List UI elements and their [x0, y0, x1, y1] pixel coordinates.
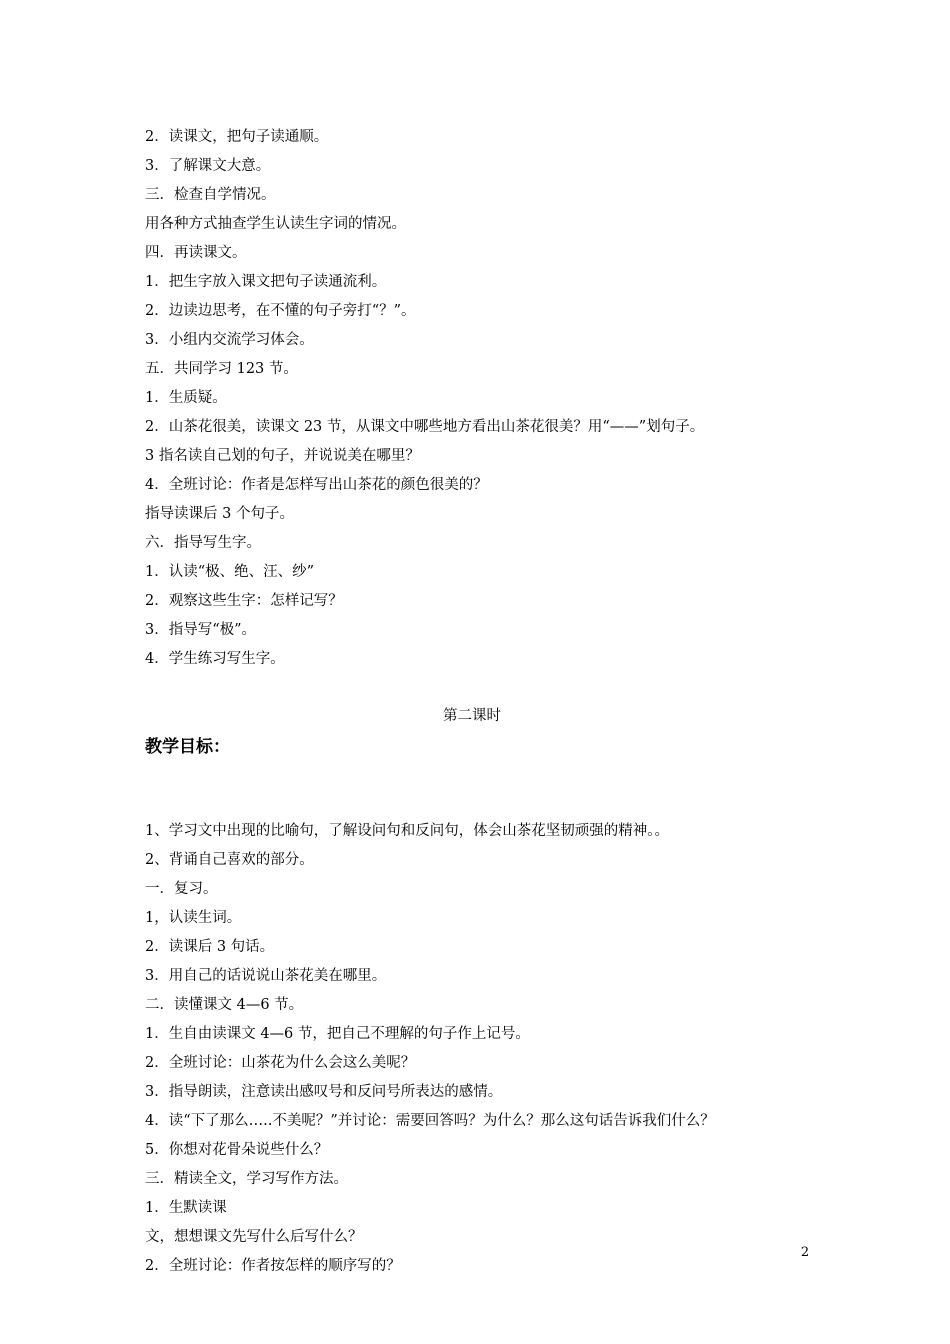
text-line: 用各种方式抽查学生认读生字词的情况。 [145, 216, 406, 232]
text-line: 1．生自由读课文 4—6 节，把自己不理解的句子作上记号。 [145, 1026, 530, 1042]
text-line: 1、学习文中出现的比喻句，了解设问句和反问句，体会山茶花坚韧顽强的精神。。 [145, 823, 669, 839]
text-line: 2．观察这些生字：怎样记写？ [145, 593, 343, 609]
text-line: 3．用自己的话说说山茶花美在哪里。 [145, 968, 387, 984]
page-number: 2 [800, 1245, 810, 1260]
text-line: 3 指名读自己划的句子，并说说美在哪里？ [145, 448, 420, 464]
text-line: 3．指导朗读，注意读出感叹号和反问号所表达的感情。 [145, 1084, 503, 1100]
text-line: 2．山茶花很美，读课文 23 节，从课文中哪些地方看出山茶花很美？用“——”划句子。 [145, 419, 705, 435]
text-line: 三．精读全文，学习写作方法。 [145, 1171, 348, 1187]
text-line: 指导读课后 3 个句子。 [145, 506, 294, 522]
text-line: 3．小组内交流学习体会。 [145, 332, 314, 348]
text-line: 3．指导写“极”。 [145, 622, 257, 638]
text-line: 2．读课后 3 句话。 [145, 939, 275, 955]
text-line: 2．读课文，把句子读通顺。 [145, 129, 329, 145]
text-line: 2．全班讨论：作者按怎样的顺序写的？ [145, 1258, 401, 1274]
text-line: 3．了解课文大意。 [145, 158, 271, 174]
text-line: 1．生默读课 [145, 1200, 227, 1216]
text-line: 2．全班讨论：山茶花为什么会这么美呢？ [145, 1055, 416, 1071]
text-line: 4．学生练习写生字。 [145, 651, 285, 667]
text-line: 1．认读“极、绝、汪、纱” [145, 564, 315, 580]
text-line: 文，想想课文先写什么后写什么？ [145, 1229, 363, 1245]
text-line: 4．全班讨论：作者是怎样写出山茶花的颜色很美的？ [145, 477, 488, 493]
goals-heading: 教学目标： [145, 737, 230, 757]
text-line: 1．把生字放入课文把句子读通流利。 [145, 274, 387, 290]
lesson-plan-part-2 [145, 817, 835, 1281]
section-title: 第二课时 [443, 708, 501, 724]
text-line: 5．你想对花骨朵说些什么？ [145, 1142, 329, 1158]
text-line: 4．读“下了那么…..不美呢？”并讨论：需要回答吗？为什么？那么这句话告诉我们什么？ [145, 1113, 715, 1129]
text-line: 六．指导写生字。 [145, 535, 261, 551]
text-line: 二．读懂课文 4—6 节。 [145, 997, 304, 1013]
text-line: 2．边读边思考，在不懂的句子旁打“？”。 [145, 303, 416, 319]
text-line: 一．复习。 [145, 881, 218, 897]
text-line: 1，认读生词。 [145, 910, 242, 926]
text-line: 四．再读课文。 [145, 245, 247, 261]
lesson-plan-part-1 [145, 123, 835, 674]
text-line: 五．共同学习 123 节。 [145, 361, 298, 377]
text-line: 2、背诵自己喜欢的部分。 [145, 852, 314, 868]
text-line: 三．检查自学情况。 [145, 187, 276, 203]
text-line: 1．生质疑。 [145, 390, 227, 406]
